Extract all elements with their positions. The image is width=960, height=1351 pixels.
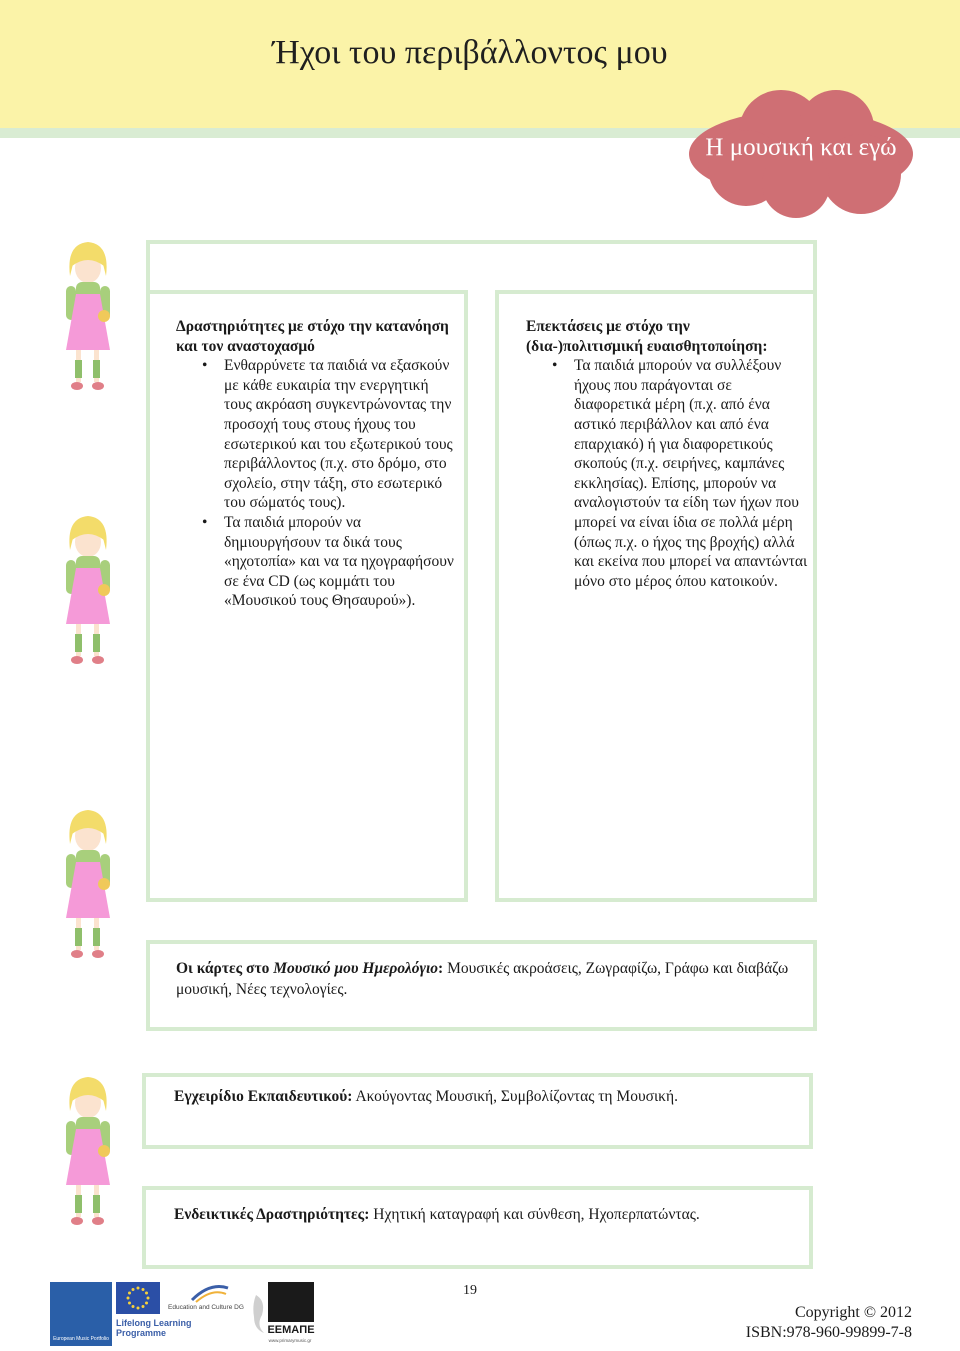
cards-label-italic: Μουσικό μου Ημερολόγιο: [273, 960, 439, 977]
copyright-text: Copyright © 2012: [794, 1304, 912, 1321]
cards-label: Οι κάρτες στο: [176, 960, 274, 977]
handbook-panel: [142, 1073, 813, 1149]
top-panel: [146, 240, 817, 294]
eemape-logo-url: www.primarymusic.gr: [268, 1338, 312, 1343]
llp-logo-text: Lifelong Learning Programme: [116, 1318, 192, 1338]
edc-swoosh-icon: [190, 1282, 230, 1304]
handbook-text: [174, 1086, 794, 1107]
left-bullet-1: • Ενθαρρύνετε τα παιδιά να εξασκούν με κάθε ευκαιρία την ενεργητική τους ακρόαση συγκεντρώνοντας την προσοχή τους στους ήχους του εσωτερικού και του εξωτερικού τους περιβάλλοντος (π.χ. στο δρόμο, στο σχολείο, στην τάξη, στο εσωτερικό του σώματός τους).: [176, 356, 456, 513]
handbook-body: Ακούγοντας Μουσική, Συμβολίζοντας τη Μουσική.: [352, 1088, 678, 1105]
girl-illustration-4: [58, 1073, 118, 1233]
cloud-label: Η μουσική και εγώ: [705, 134, 897, 161]
eu-flag-icon: [116, 1282, 160, 1314]
indicative-panel: [142, 1186, 813, 1269]
indicative-text: [174, 1204, 804, 1225]
right-bullet-list: [526, 356, 808, 591]
girl-illustration-3: [58, 806, 118, 966]
cards-text: [176, 958, 806, 1000]
page-number: 19: [463, 1283, 477, 1298]
cards-label-colon: :: [438, 960, 444, 977]
indicative-body: Ηχητική καταγραφή και σύνθεση, Ηχοπερπατώντας.: [369, 1206, 700, 1223]
eemape-logo-text: ΕΕΜΑΠΕ: [267, 1324, 315, 1336]
eemape-logo: [268, 1282, 314, 1322]
cards-body: Μουσικές ακροάσεις, Ζωγραφίζω, Γράφω και διαβάζω μουσική, Νέες τεχνολογίες.: [176, 960, 789, 998]
emp-logo-text: European Music Portfolio: [53, 1336, 109, 1342]
page-title: Ήχοι του περιβάλλοντος μου: [272, 34, 668, 71]
indicative-label: Ενδεικτικές Δραστηριότητες:: [174, 1206, 370, 1223]
girl-illustration-2: [58, 512, 118, 672]
left-column-heading: Δραστηριότητες με στόχο την κατανόηση και τον αναστοχασμό: [176, 318, 449, 355]
girl-illustration-1: [58, 238, 118, 398]
right-column: [526, 317, 808, 591]
handbook-label: Εγχειρίδιο Εκπαιδευτικού:: [174, 1088, 353, 1105]
edc-logo-text: Education and Culture DG: [168, 1304, 244, 1311]
right-bullet-1: • Τα παιδιά μπορούν να συλλέξουν ήχους που παράγονται σε διαφορετικά μέρη (π.χ. από ένα αστικό περιβάλλον και από ένα επαρχιακό) ή για διαφορετικούς σκοπούς (π.χ. σειρήνες, καμπάνες εκκλησίας). Επίσης, μπορούν να αναλογιστούν τα είδη των ήχων που μπορεί να είναι ίδια σε πολλά μέρη (όπως π.χ. ο ήχος της βροχής) αλλά και εκείνα που μπορεί να απαντώνται μόνο στο μέρος όπου κατοικούν.: [526, 356, 808, 591]
right-column-heading: Επεκτάσεις με στόχο την (δια-)πολιτισμική ευαισθητοποίηση:: [526, 318, 768, 355]
copyright-block: [720, 1303, 912, 1343]
left-bullet-list: [176, 356, 456, 611]
isbn-text: ISBN:978-960-99899-7-8: [745, 1324, 912, 1341]
left-bullet-2: • Τα παιδιά μπορούν να δημιουργήσουν τα δικά τους «ηχοτοπία» και να τα ηχογραφήσουν σε ένα CD (ως κομμάτι του «Μουσικού τους Θησαυρού»).: [176, 513, 456, 611]
left-column: [176, 317, 456, 611]
